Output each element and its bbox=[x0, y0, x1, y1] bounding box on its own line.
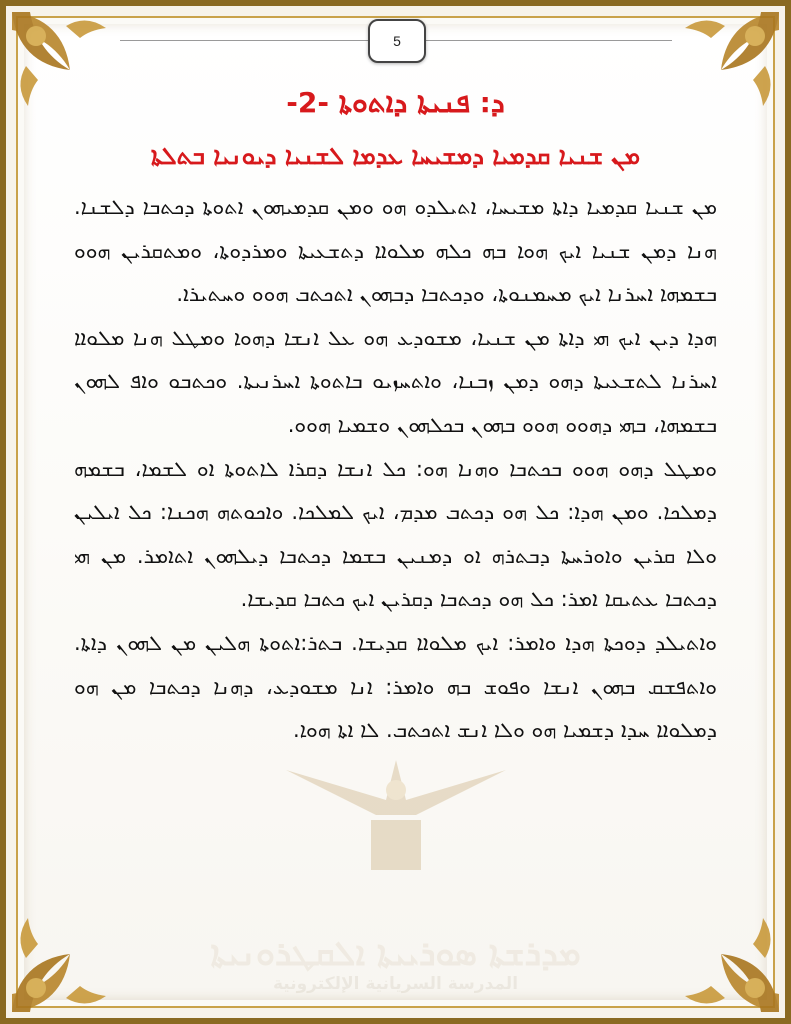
section-subtitle: ܡܢ ܫܢܝܐ ܩܕܡܝܐ ܕܡܫܝܚܐ ܥܕܡܐ ܠܫܢܝܐ ܕܝܘܢܝܐ ܒܬܠܬܐ bbox=[150, 142, 641, 170]
header-rule-left bbox=[120, 40, 368, 41]
paragraph: ܡܢ ܫܢܝܐ ܩܕܡܝܐ ܕܐܬܐ ܡܫܝܚܐ، ܐܬܝܠܕܘ ܗܘ ܘܡܢ ܩܕܡܝܗܘܢ ܐܬܘܬܐ ܕܟܬܒܐ ܕܠܫܢܐ. ܗܢܐ ܕܡܢ ܫܢܝܐ ܐܝܟ ܗܘܐ ܒܗ ܟܠܗ ܡܠܘܐܐ ܕܬܫܥܝܬܐ ܘܡܪܕܘܬܐ، ܘܡܬܩܪܝܢ ܗܘܘ ܒܫܡܗܐ ܐܚܪܢܐ ܐܝܟ ܡܚܡܢܘܬܐ، ܘܕܟܬܒܐ ܕܒܗܘܢ ܐܬܟܬܒ ܗܘܘ ܘܚܬܝܪܐ. bbox=[74, 195, 717, 307]
page-number-badge bbox=[368, 19, 426, 63]
corner-ornament-icon bbox=[6, 898, 126, 1018]
paragraph: ܗܕܐ ܕܝܢ ܐܝܟ ܗܝ ܕܐܬܐ ܡܢ ܫܢܝܐ، ܡܫܘܕܥ ܗܘ ܥܠ ܐܢܫܐ ܕܗܘܐ ܘܡܛܠ ܗܢܐ ܡܠܘܐܐ ܐܚܪܢܐ ܠܬܫܥܝܬܐ ܕܗܘ ܕܡܢ ܙܒܢܐ، ܘܐܬܚܙܝܘ ܒܐܬܘܬܐ ܐܚܪܢܝܬܐ. ܘܟܬܒܘ ܘܐܦ ܠܗܘܢ ܒܫܡܗܐ، ܒܗܝ ܕܗܘܘ ܗܘܘ ܒܗܘܢ ܒܟܠܗܘܢ ܘܫܡܝܐ ܗܘܘ. bbox=[74, 325, 717, 437]
page-title: ܕ: ܦܢܝܬܐ ܕܐܬܘܬܐ -2- bbox=[286, 86, 505, 119]
header-rule-right bbox=[424, 40, 672, 41]
page-number: 5 bbox=[393, 33, 401, 49]
paragraph: ܘܡܛܠ ܕܗܘ ܗܘܘ ܒܟܬܒܐ ܘܗܢܐ ܗܘ: ܟܠ ܐܢܫܐ ܕܩܪܐ ܠܐܬܘܬܐ ܐܘ ܠܫܡܐ، ܒܫܡܗ ܕܡܠܟܐ. ܘܡܢ ܗܕܐ: ܟܠ ܗܘ ܕܟܬܒ ܡܕܡ، ܐܝܟ ܠܡܠܟܐ. ܘܐܟܘܬܗ ܗܟܢܐ: ܟܠ ܐܝܠܝܢ ܘܠܐ ܩܪܝܢ ܘܐܘܪܚܬܐ ܕܒܬܪܗ ܐܘ ܕܡܢܝܢ ܒܫܡܐ ܕܟܬܒܐ ܕܝܠܗܘܢ ܐܬܐܡܪ. ܡܢ ܗܝ ܕܟܬܒܐ ܥܬܝܩܐ ܐܡܪ: ܟܠ ܗܘ ܕܟܬܒܐ ܕܩܪܝܢ ܐܝܟ ܟܬܒܐ ܩܕܝܫܐ. bbox=[74, 456, 717, 612]
paragraph: ܘܐܬܝܠܕ ܕܘܟܬܐ ܗܕܐ ܘܐܡܪ: ܐܝܟ ܡܠܘܐܐ ܩܕܝܫܐ. ܒܬܪ:ܐܬܘܬܐ ܗܠܝܢ ܡܢ ܠܗܘܢ ܕܐܬܐ. ܘܐܬܦܫܩ ܒܗܘܢ ܐܢܫܐ ܘܦܘܫ ܒܗ ܘܐܡܪ: ܐܢܐ ܡܫܘܕܥ، ܕܗܢܐ ܕܟܬܒܐ ܡܢ ܗܘ ܕܡܠܘܐܐ ܚܕܐ ܕܫܡܝܐ ܗܘ ܘܠܐ ܐܢܫ ܐܬܟܬܒ. ܠܐ ܐܬܐ ܗܘܐ. bbox=[74, 630, 717, 743]
corner-ornament-icon bbox=[665, 898, 785, 1018]
body-text bbox=[74, 186, 717, 753]
